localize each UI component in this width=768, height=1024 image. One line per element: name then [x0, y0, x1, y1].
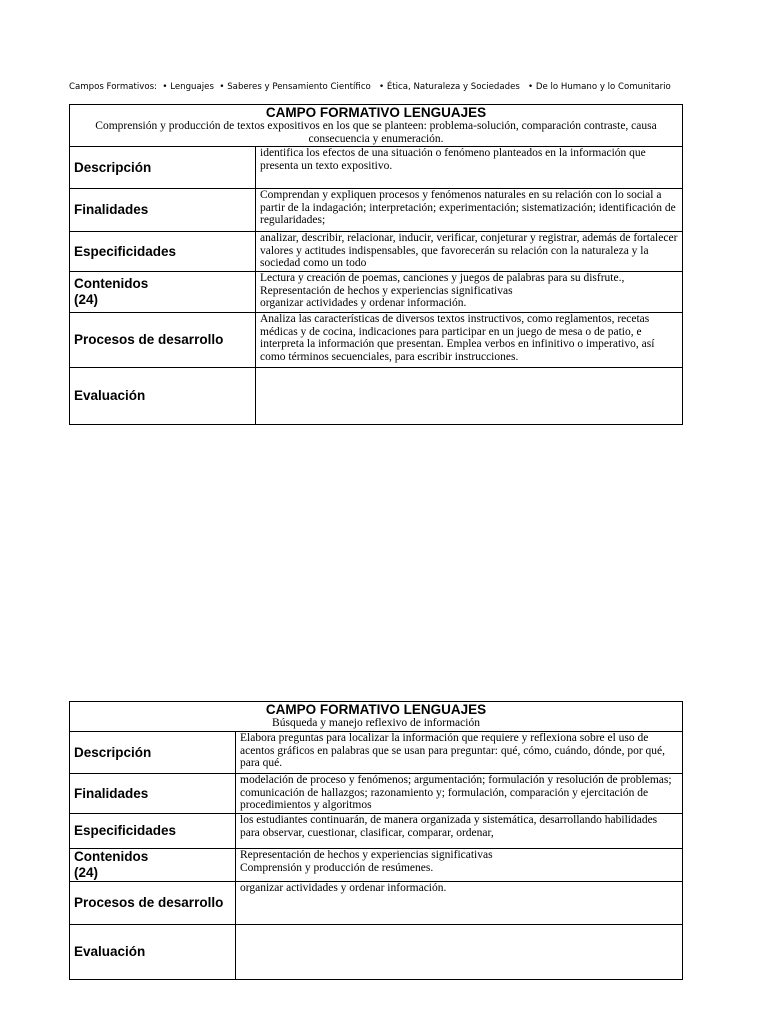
table-row — [70, 925, 683, 980]
row-label-procesos: Procesos de desarrollo — [70, 882, 236, 925]
row-content-descripcion: Elabora preguntas para localizar la información que requiere y reflexiona sobre el uso de acentos gráficos en palabras que se usan para preguntar: qué, cómo, cuándo, dónde, por qué, para qué. — [236, 732, 683, 774]
header-item-lenguajes: Lenguajes — [170, 82, 214, 92]
header-label: Campos Formativos: — [69, 82, 157, 92]
table-row — [70, 272, 683, 313]
campos-formativos-header: Campos Formativos: • Lenguajes • Saberes y Pensamiento Científico • Ética, Naturaleza y Sociedades • De lo Humano y lo Comunitario — [69, 82, 671, 92]
campo-formativo-table-2 — [69, 701, 683, 980]
row-content-procesos: organizar actividades y ordenar información. — [236, 882, 683, 925]
table-header — [70, 702, 683, 732]
header-item-etica: Ética, Naturaleza y Sociedades — [386, 82, 520, 92]
row-content-especificidades: los estudiantes continuarán, de manera organizada y sistemática, desarrollando habilidades para observar, cuestionar, clasificar, comparar, ordenar, — [236, 814, 683, 849]
table-row — [70, 368, 683, 425]
row-content-contenidos: Lectura y creación de poemas, canciones y juegos de palabras para su disfrute., Representación de hechos y experiencias significativas organizar actividades y ordenar información. — [256, 272, 683, 313]
table-row — [70, 774, 683, 814]
header-item-humano: De lo Humano y lo Comunitario — [535, 82, 671, 92]
row-label-evaluacion: Evaluación — [70, 925, 236, 980]
table-subtitle: Comprensión y producción de textos expositivos en los que se planteen: problema-solución, comparación contraste, causa consecuencia y enumeración. — [95, 120, 657, 145]
table-row — [70, 147, 683, 189]
row-label-especificidades: Especificidades — [70, 814, 236, 849]
table-row — [70, 882, 683, 925]
table-row — [70, 849, 683, 882]
campo-formativo-table-1 — [69, 104, 683, 425]
table-header — [70, 105, 683, 147]
table-title: CAMPO FORMATIVO LENGUAJES — [265, 702, 487, 717]
table-row — [70, 313, 683, 368]
row-content-contenidos: Representación de hechos y experiencias significativas Comprensión y producción de resúmenes. — [236, 849, 683, 882]
row-content-procesos: Analiza las características de diversos textos instructivos, como reglamentos, recetas médicas y de cocina, indicaciones para participar en un juego de mesa o de patio, e interpreta la información que presentan. Emplea verbos en infinitivo o imperativo, así como términos secuenciales, para escribir instrucciones. — [256, 313, 683, 368]
row-content-especificidades: analizar, describir, relacionar, inducir, verificar, conjeturar y registrar, además de fortalecer valores y actitudes indispensables, que favorecerán su relación con la naturaleza y la sociedad como un todo — [256, 232, 683, 272]
header-item-saberes: Saberes y Pensamiento Científico — [227, 82, 371, 92]
row-content-finalidades: modelación de proceso y fenómenos; argumentación; formulación y resolución de problemas; comunicación de hallazgos; razonamiento y; formulación, comparación y ejercitación de procedimientos y algoritmos — [236, 774, 683, 814]
row-label-finalidades: Finalidades — [70, 189, 256, 232]
table-row — [70, 732, 683, 774]
row-label-procesos: Procesos de desarrollo — [70, 313, 256, 368]
row-content-descripcion: identifica los efectos de una situación o fenómeno planteados en la información que presenta un texto expositivo. — [256, 147, 683, 189]
row-label-especificidades: Especificidades — [70, 232, 256, 272]
table-title: CAMPO FORMATIVO LENGUAJES — [265, 105, 487, 120]
row-label-contenidos: Contenidos (24) — [70, 272, 256, 313]
row-label-descripcion: Descripción — [70, 147, 256, 189]
table-row — [70, 189, 683, 232]
table-row — [70, 232, 683, 272]
row-content-evaluacion — [256, 368, 683, 425]
row-label-finalidades: Finalidades — [70, 774, 236, 814]
row-content-evaluacion — [236, 925, 683, 980]
row-label-contenidos: Contenidos (24) — [70, 849, 236, 882]
row-content-finalidades: Comprendan y expliquen procesos y fenómenos naturales en su relación con lo social a partir de la indagación; interpretación; experimentación; sistematización; identificación de regularidades; — [256, 189, 683, 232]
table-subtitle: Búsqueda y manejo reflexivo de información — [272, 717, 480, 729]
row-label-evaluacion: Evaluación — [70, 368, 256, 425]
table-row — [70, 814, 683, 849]
row-label-descripcion: Descripción — [70, 732, 236, 774]
